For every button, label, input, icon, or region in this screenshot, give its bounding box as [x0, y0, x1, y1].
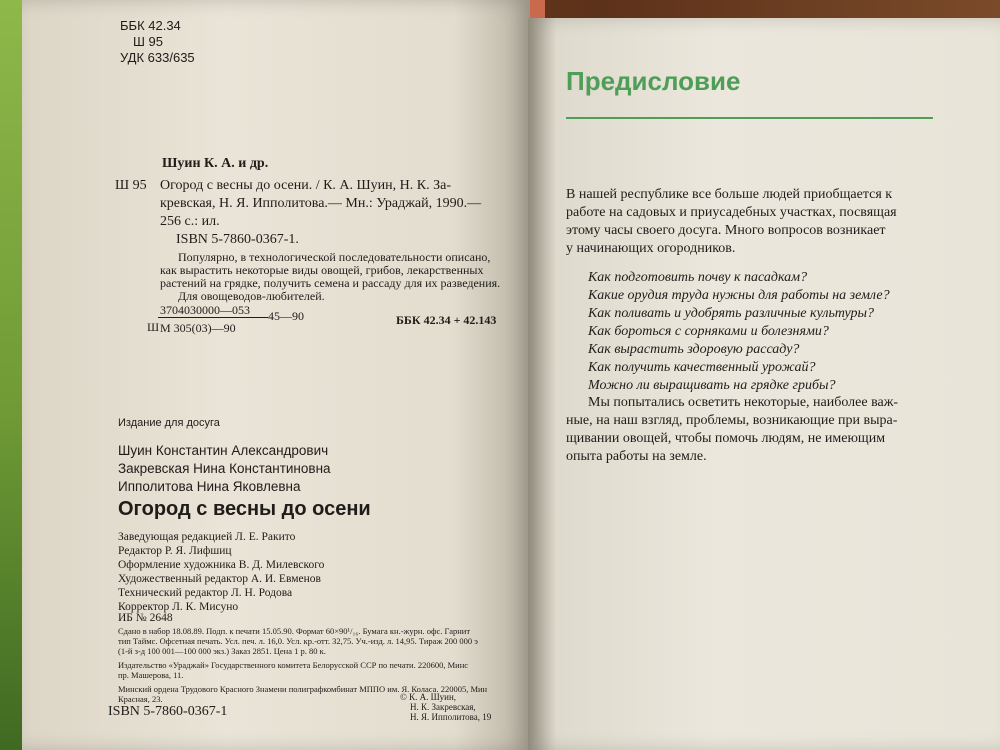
print-info-3: (1-й з-д 100 001—100 000 экз.) Заказ 2851. Цена 1 р. 80 к. [118, 646, 326, 656]
paragraph-2-line-2: ные, на наш взгляд, проблемы, возникающие при выра- [566, 413, 898, 428]
author-full-1: Шуин Константин Александрович [118, 443, 329, 458]
credit-1: Заведующая редакцией Л. Е. Ракито [118, 531, 296, 543]
formula-sh: Ш [147, 320, 160, 334]
sh-code: Ш 95 [133, 34, 163, 49]
paragraph-1-line-3: этому часы своего досуга. Много вопросов возникает [566, 223, 886, 238]
author-full-2: Закревская Нина Константиновна [118, 461, 331, 476]
author-full-3: Ипполитова Нина Яковлевна [118, 479, 301, 494]
catalog-line-1: Огород с весны до осени. / К. А. Шуин, Н. К. За- [160, 178, 451, 193]
question-4: Как бороться с сорняками и болезнями? [588, 324, 829, 339]
formula-right: 45—90 [268, 309, 304, 323]
question-7: Можно ли выращивать на грядке грибы? [588, 378, 836, 393]
bbk-bottom: ББК 42.34 + 42.143 [396, 313, 497, 327]
credit-5: Технический редактор Л. Н. Родова [118, 587, 293, 599]
copyright-3: Н. Я. Ипполитова, 19 [410, 712, 492, 722]
paragraph-2-line-3: щивании овощей, чтобы помочь людям, не имеющим [566, 431, 886, 446]
book-title: Огород с весны до осени [118, 498, 371, 520]
question-6: Как получить качественный урожай? [588, 360, 816, 375]
page-title: Предисловие [566, 66, 741, 96]
isbn-bottom: ISBN 5-7860-0367-1 [108, 704, 228, 719]
credit-2: Редактор Р. Я. Лифшиц [118, 545, 232, 557]
question-1: Как подготовить почву к пасадкам? [588, 270, 808, 285]
formula-rule [158, 317, 268, 318]
paragraph-2-line-4: опыта работы на земле. [566, 449, 707, 464]
printer-info-1: Минский ордена Трудового Красного Знамени полиграфкомбинат МППО им. Я. Коласа. 220005, Мин [118, 684, 488, 694]
printer-info-2: Красная, 23. [118, 694, 163, 704]
formula-bottom: М 305(03)—90 [160, 321, 236, 335]
paragraph-1-line-4: у начинающих огородников. [566, 241, 736, 256]
copyright-1: © К. А. Шуин, [400, 692, 457, 702]
catalog-isbn: ISBN 5-7860-0367-1. [176, 232, 299, 247]
author-line: Шуин К. А. и др. [162, 156, 269, 171]
credit-3: Оформление художника В. Д. Милевского [118, 559, 325, 571]
annotation-line-1: Популярно, в технологической последовательности описано, [178, 250, 491, 264]
print-info-1: Сдано в набор 18.08.89. Подп. к печати 15.05.90. Формат 60×90¹/₁₆. Бумага кн.-журн. офс. Гарнит [118, 626, 471, 636]
print-info-2: тип Таймс. Офсетная печать. Усл. печ. л. 16,0. Усл. кр.-отт. 32,75. Уч.-изд. л. 14,95. Тираж 200 000 э [118, 636, 478, 646]
ib-number: ИБ № 2648 [118, 612, 173, 624]
publisher-info-2: пр. Машерова, 11. [118, 670, 184, 680]
paragraph-1-line-1: В нашей республике все больше людей приобщается к [566, 187, 893, 202]
title-underline [566, 117, 933, 119]
question-2: Какие орудия труда нужны для работы на земле? [588, 288, 890, 303]
catalog-line-3: 256 с.: ил. [160, 214, 220, 229]
credit-4: Художественный редактор А. И. Евменов [118, 573, 321, 585]
annotation-line-3: растений на грядке, получить семена и рассаду для их разведения. [160, 276, 501, 290]
question-5: Как вырастить здоровую рассаду? [588, 342, 800, 357]
copyright-2: Н. К. Закревская, [410, 702, 476, 712]
credit-6: Корректор Л. К. Мисуно [118, 601, 239, 613]
annotation-line-2: как вырастить некоторые виды овощей, грибов, лекарственных [160, 263, 484, 277]
catalog-line-2: кревская, Н. Я. Ипполитова.— Мн.: Ураджай, 1990.— [160, 196, 482, 211]
publisher-info-1: Издательство «Ураджай» Государственного комитета Белорусской ССР по печати. 220600, Минс [118, 660, 469, 670]
annotation-line-4: Для овощеводов-любителей. [178, 289, 325, 303]
question-3: Как поливать и удобрять различные культуры? [588, 306, 874, 321]
paragraph-1-line-2: работе на садовых и приусадебных участках, посвящая [566, 205, 897, 220]
bbk-code: ББК 42.34 [120, 18, 181, 33]
paragraph-2-line-1: Мы попытались осветить некоторые, наиболее важ- [588, 395, 899, 410]
edition-label: Издание для досуга [118, 417, 220, 429]
udk-code: УДК 633/635 [120, 50, 195, 65]
formula-top: 3704030000—053 [160, 303, 250, 317]
catalog-code: Ш 95 [115, 178, 147, 193]
